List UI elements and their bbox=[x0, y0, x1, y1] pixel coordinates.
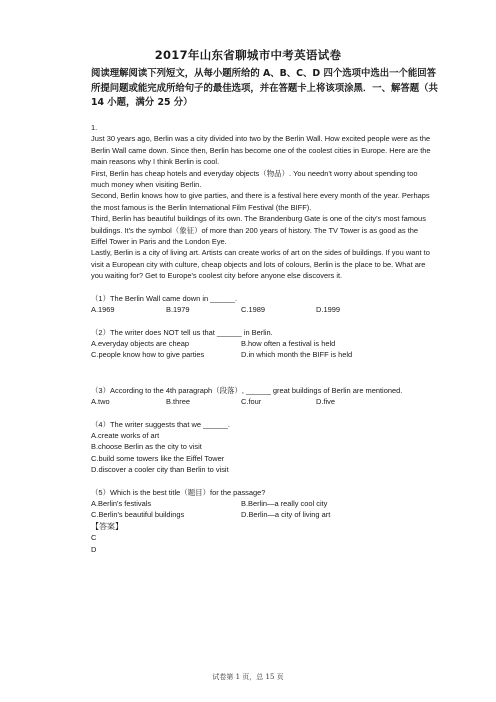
question-stem: （5）Which is the best title（题目）for the passage? bbox=[91, 487, 266, 497]
option-b: B.three bbox=[166, 397, 190, 407]
option-b: B.1979 bbox=[166, 305, 190, 315]
question-stem: （2）The writer does NOT tell us that ______ in Berlin. bbox=[91, 327, 273, 337]
option-a: A.everyday objects are cheap bbox=[91, 338, 189, 348]
passage-paragraph: First, Berlin has cheap hotels and everyday objects（物品）. You needn't worry about spending too much money when visiting Berlin. bbox=[91, 168, 418, 190]
question-1 bbox=[91, 293, 436, 316]
option-d: D.discover a cooler city than Berlin to visit bbox=[91, 465, 229, 475]
question-4 bbox=[91, 419, 436, 476]
question-3 bbox=[91, 385, 436, 408]
option-d: D.five bbox=[316, 397, 336, 407]
question-stem: （4）The writer suggests that we ______. bbox=[91, 419, 230, 429]
option-d: D.in which month the BIFF is held bbox=[241, 350, 353, 360]
answer-header: 【答案】 bbox=[91, 521, 123, 531]
passage-paragraph: Lastly, Berlin is a city of living art. Artists can create works of art on the sides of buildings. If you want to visit a European city with culture, cheap objects and lots of colours, Berlin is the place to be. What are you waiting for? Get to Europe's coolest city before anyone else discovers it. bbox=[91, 248, 430, 281]
passage-paragraph: Third, Berlin has beautiful buildings of its own. The Brandenburg Gate is one of the city's most famous buildings. It's the symbol（象征）of more than 200 years of history. The TV Tower is as good as the Eiffel Tower in Paris and the London Eye. bbox=[91, 214, 426, 247]
answer-1: C bbox=[91, 533, 97, 543]
options bbox=[91, 304, 436, 315]
instructions: 阅读理解阅读下列短文，从每小题所给的 A、B、C、D 四个选项中选出一个能回答所提问题或能完成所给句子的最佳选项，并在答题卡上将该项涂黑．一、解答题（共 14 小题，满分 25 分） bbox=[91, 68, 438, 108]
answer-2: D bbox=[91, 544, 97, 554]
option-d: D.1999 bbox=[316, 305, 340, 315]
question-2 bbox=[91, 327, 436, 361]
question-stem: （1）The Berlin Wall came down in ______. bbox=[91, 293, 238, 303]
option-c: C.four bbox=[241, 397, 262, 407]
option-b: B.choose Berlin as the city to visit bbox=[91, 442, 202, 452]
question-5 bbox=[91, 487, 436, 521]
passage-paragraph: Second, Berlin knows how to give parties, and there is a festival here every month of the year. Perhaps the most famous is the Berlin International Film Festival (the BIFF). bbox=[91, 191, 430, 212]
options bbox=[91, 498, 436, 521]
option-a: A.Berlin's festivals bbox=[91, 498, 152, 508]
question-number: 1. bbox=[91, 123, 98, 132]
option-a: A.create works of art bbox=[91, 430, 160, 440]
option-c: C.build some towers like the Eiffel Tower bbox=[91, 453, 225, 463]
option-b: B.how often a festival is held bbox=[241, 338, 336, 348]
option-a: A.1969 bbox=[91, 305, 115, 315]
option-c: C.1989 bbox=[241, 305, 265, 315]
option-a: A.two bbox=[91, 397, 110, 407]
option-c: C.people know how to give parties bbox=[91, 350, 205, 360]
option-b: B.Berlin—a really cool city bbox=[241, 498, 328, 508]
passage-paragraph: Just 30 years ago, Berlin was a city divided into two by the Berlin Wall. How excited people were as the Berlin Wall came down. Since then, Berlin has become one of the coolest cities in Europe. Here are the main reasons why I think Berlin is cool. bbox=[91, 134, 431, 167]
option-c: C.Berlin's beautiful buildings bbox=[91, 510, 185, 520]
passage bbox=[91, 133, 436, 281]
option-d: D.Berlin—a city of living art bbox=[241, 510, 331, 520]
page-title: 2017年山东省聊城市中考英语试卷 bbox=[154, 48, 342, 62]
options bbox=[91, 396, 436, 407]
question-stem: （3）According to the 4th paragraph（段落）, ______ great buildings of Berlin are mentioned. bbox=[91, 385, 403, 395]
page-footer: 试卷第 1 页，总 15 页 bbox=[212, 673, 284, 681]
content bbox=[91, 122, 436, 555]
options bbox=[91, 338, 436, 361]
